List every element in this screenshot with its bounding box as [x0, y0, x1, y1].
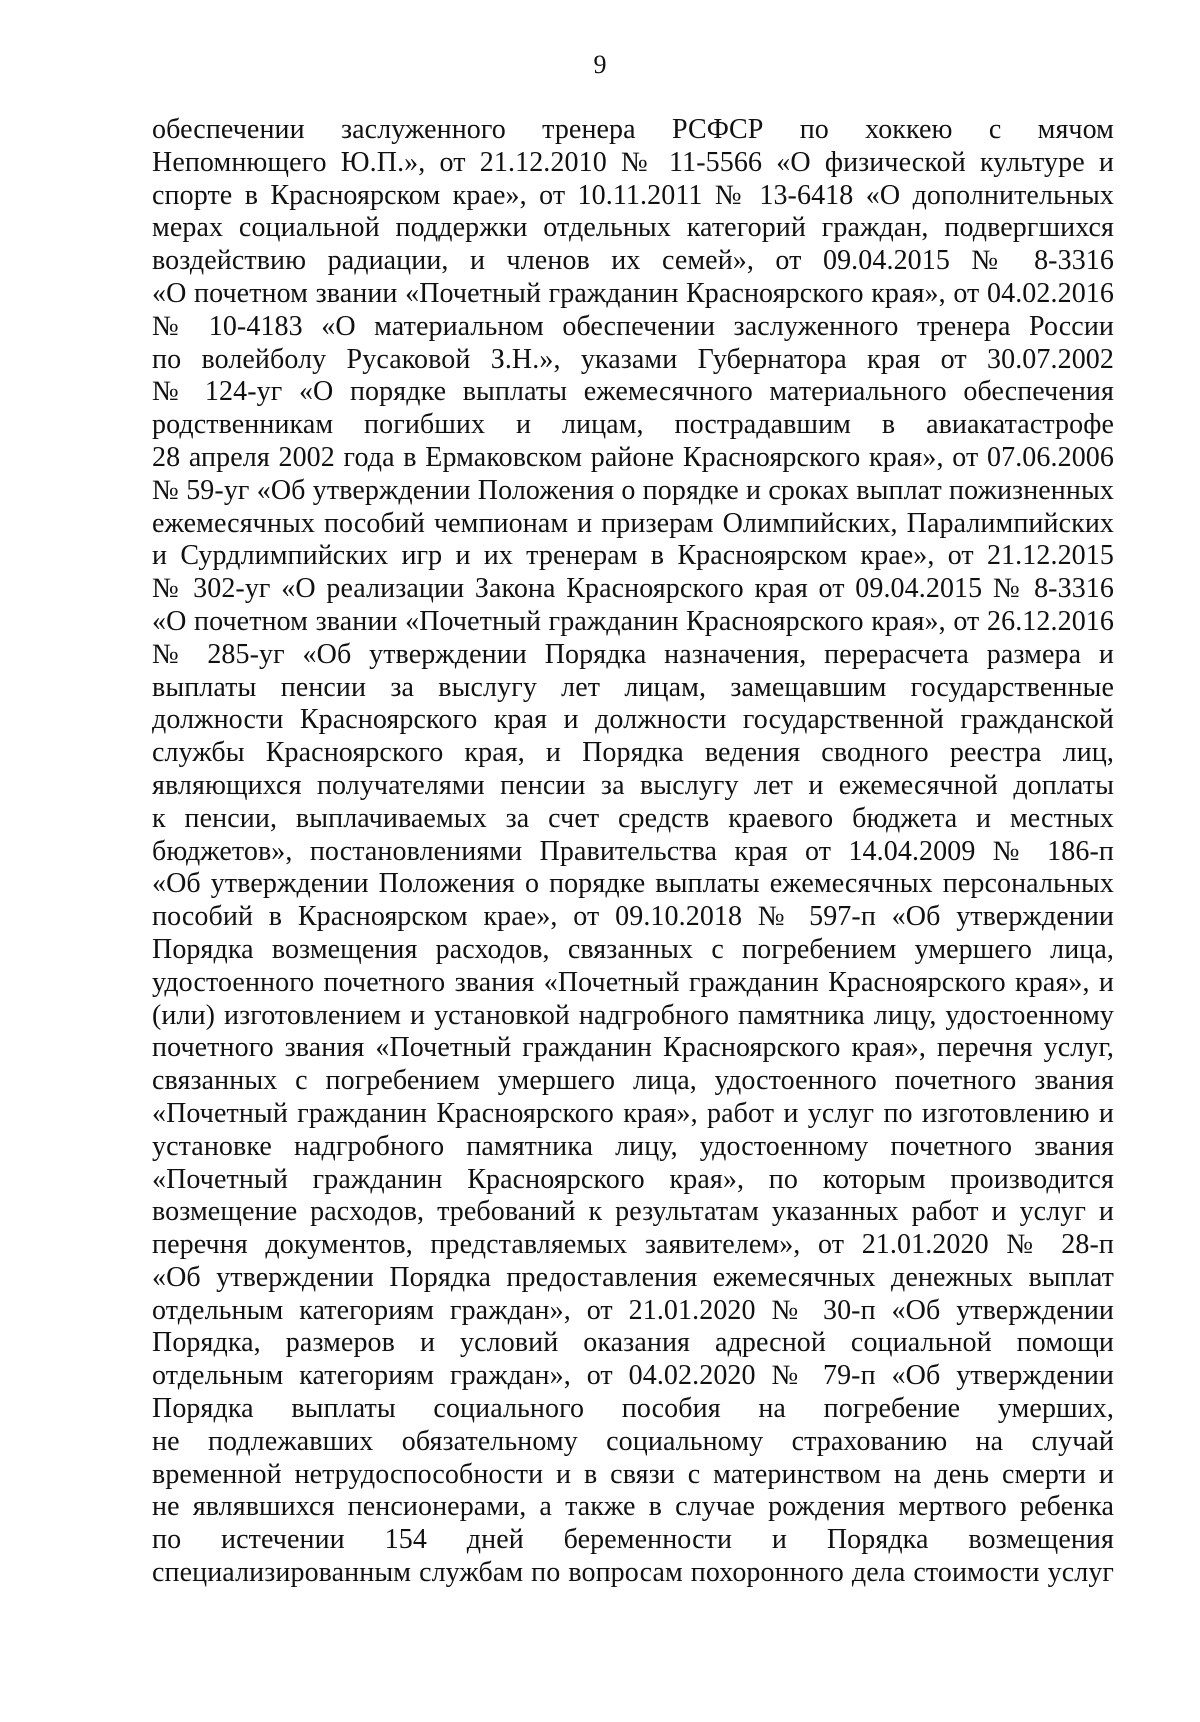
- text-line: бюджетов», постановлениями Правительства края от 14.04.2009 № 186-п: [152, 835, 1114, 867]
- text-line: являющихся получателями пенсии за выслугу лет и ежемесячной доплаты: [152, 769, 1114, 801]
- text-line: «Почетный гражданин Красноярского края», работ и услуг по изготовлению и: [152, 1097, 1114, 1129]
- text-line: (или) изготовлением и установкой надгробного памятника лицу, удостоенному: [152, 999, 1114, 1031]
- text-line: не являвшихся пенсионерами, а также в случае рождения мертвого ребенка: [152, 1491, 1114, 1523]
- text-line: отдельным категориям граждан», от 04.02.2020 № 79-п «Об утверждении: [152, 1360, 1114, 1392]
- text-line: № 124-уг «О порядке выплаты ежемесячного материального обеспечения: [152, 376, 1114, 408]
- text-line: перечня документов, представляемых заявителем», от 21.01.2020 № 28-п: [152, 1229, 1114, 1261]
- text-line: «Почетный гражданин Красноярского края», по которым производится: [152, 1163, 1114, 1195]
- text-line: «О почетном звании «Почетный гражданин Красноярского края», от 26.12.2016: [152, 605, 1114, 637]
- text-line: возмещение расходов, требований к результатам указанных работ и услуг и: [152, 1196, 1114, 1228]
- text-line: удостоенного почетного звания «Почетный гражданин Красноярского края», и: [152, 966, 1114, 998]
- text-line: «Об утверждении Порядка предоставления ежемесячных денежных выплат: [152, 1261, 1114, 1293]
- text-line: к пенсии, выплачиваемых за счет средств краевого бюджета и местных: [152, 802, 1114, 834]
- text-line: № 59-уг «Об утверждении Положения о порядке и сроках выплат пожизненных: [152, 474, 1114, 506]
- text-line: установке надгробного памятника лицу, удостоенному почетного звания: [152, 1130, 1114, 1162]
- text-line: 28 апреля 2002 года в Ермаковском районе Красноярского края», от 07.06.2006: [152, 441, 1114, 473]
- text-line: службы Красноярского края, и Порядка ведения сводного реестра лиц,: [152, 737, 1114, 769]
- text-line: по волейболу Русаковой З.Н.», указами Губернатора края от 30.07.2002: [152, 343, 1114, 375]
- text-line: «О почетном звании «Почетный гражданин Красноярского края», от 04.02.2016: [152, 277, 1114, 309]
- text-line: спорте в Красноярском крае», от 10.11.2011 № 13-6418 «О дополнительных: [152, 179, 1114, 211]
- text-line: по истечении 154 дней беременности и Порядка возмещения: [152, 1524, 1114, 1556]
- text-line: пособий в Красноярском крае», от 09.10.2018 № 597-п «Об утверждении: [152, 901, 1114, 933]
- text-line: Порядка выплаты социального пособия на погребение умерших,: [152, 1393, 1114, 1425]
- text-line: Непомнющего Ю.П.», от 21.12.2010 № 11-5566 «О физической культуре и: [152, 146, 1114, 178]
- text-line: № 302-уг «О реализации Закона Красноярского края от 09.04.2015 № 8-3316: [152, 573, 1114, 605]
- text-line: должности Красноярского края и должности государственной гражданской: [152, 704, 1114, 736]
- text-line: почетного звания «Почетный гражданин Красноярского края», перечня услуг,: [152, 1032, 1114, 1064]
- text-line: обеспечении заслуженного тренера РСФСР по хоккею с мячом: [152, 114, 1114, 145]
- text-line: выплаты пенсии за выслугу лет лицам, замещавшим государственные: [152, 671, 1114, 703]
- text-line: № 285-уг «Об утверждении Порядка назначения, перерасчета размера и: [152, 638, 1114, 670]
- text-line: специализированным службам по вопросам похоронного дела стоимости услуг: [152, 1557, 1114, 1589]
- text-line: связанных с погребением умершего лица, удостоенного почетного звания: [152, 1065, 1114, 1097]
- text-line: Порядка возмещения расходов, связанных с погребением умершего лица,: [152, 933, 1114, 965]
- text-line: и Сурдлимпийских игр и их тренерам в Красноярском крае», от 21.12.2015: [152, 540, 1114, 572]
- text-line: № 10-4183 «О материальном обеспечении заслуженного тренера России: [152, 310, 1114, 342]
- text-line: «Об утверждении Положения о порядке выплаты ежемесячных персональных: [152, 868, 1114, 900]
- page-number: 9: [593, 50, 607, 79]
- text-line: временной нетрудоспособности и в связи с материнством на день смерти и: [152, 1458, 1114, 1490]
- text-line: Порядка, размеров и условий оказания адресной социальной помощи: [152, 1327, 1114, 1359]
- text-line: не подлежавших обязательному социальному страхованию на случай: [152, 1425, 1114, 1457]
- text-line: отдельным категориям граждан», от 21.01.2020 № 30-п «Об утверждении: [152, 1294, 1114, 1326]
- text-line: ежемесячных пособий чемпионам и призерам Олимпийских, Паралимпийских: [152, 507, 1114, 539]
- body-text: [152, 114, 1114, 1590]
- text-line: воздействию радиации, и членов их семей», от 09.04.2015 № 8-3316: [152, 245, 1114, 277]
- text-line: родственникам погибших и лицам, пострадавшим в авиакатастрофе: [152, 409, 1114, 441]
- text-line: мерах социальной поддержки отдельных категорий граждан, подвергшихся: [152, 212, 1114, 244]
